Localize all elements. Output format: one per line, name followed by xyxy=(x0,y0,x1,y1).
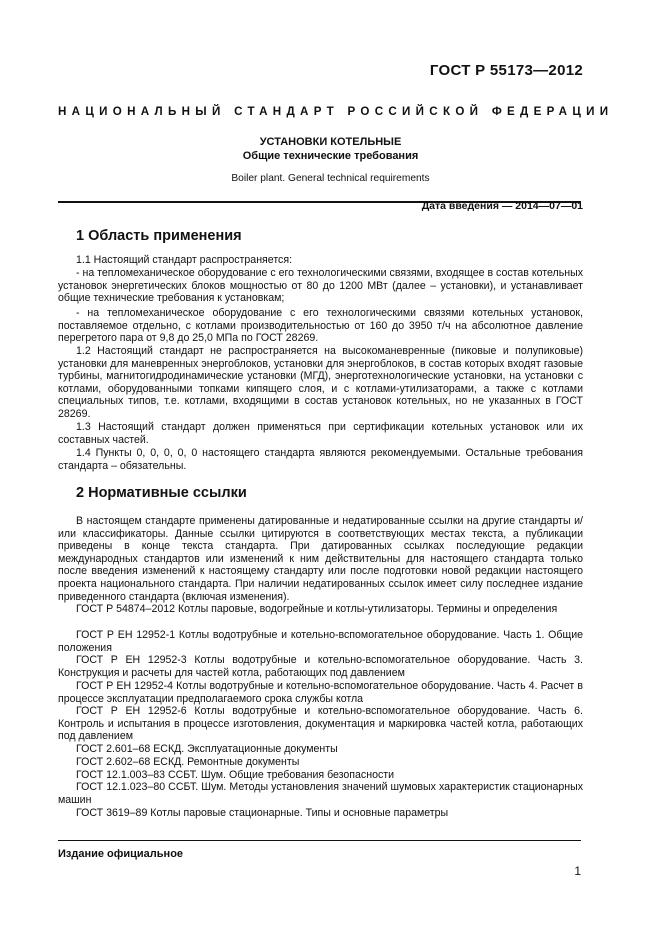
reference-item: ГОСТ 12.1.023–80 ССБТ. Шум. Методы установления значений шумовых характеристик стационарных машин xyxy=(58,781,583,806)
section-1-paragraph: - на тепломеханическое оборудование с его технологическими связями котельных установок, поставляемое отдельно, с котлами производительностью от 160 до 3950 т/ч на абсолютное давление перегретого пара от 9,8 до 25,0 МПа по ГОСТ 28269. xyxy=(58,307,583,345)
reference-item: ГОСТ 3619–89 Котлы паровые стационарные. Типы и основные параметры xyxy=(76,807,449,819)
reference-item: ГОСТ 2.602–68 ЕСКД. Ремонтные документы xyxy=(76,756,300,768)
reference-item: ГОСТ Р ЕН 12952-3 Котлы водотрубные и котельно-вспомогательное оборудование. Часть 3. Конструкция и расчеты для частей котла, работающих под давлением xyxy=(58,654,583,679)
reference-item: ГОСТ Р 54874–2012 Котлы паровые, водогрейные и котлы-утилизаторы. Термины и определения xyxy=(76,603,558,615)
section-2-paragraph: В настоящем стандарте применены датированные и недатированные ссылки на другие стандарты и/или классификаторы. Данные ссылки цитируются в соответствующих местах текста, а публикации приведены в конце текста стандарта. При датированных ссылках последующие редакции международных стандартов или изменений к ним действительны для настоящего стандарта только после введения изменений к настоящему стандарту или после подготовки новой редакции настоящего проекта национального стандарта. При наличии недатированных ссылок имеет силу последнее издание приведенного стандарта (включая изменения). xyxy=(58,515,583,603)
document-title: УСТАНОВКИ КОТЕЛЬНЫЕ xyxy=(259,136,402,148)
reference-item: ГОСТ Р ЕН 12952-4 Котлы водотрубные и котельно-вспомогательное оборудование. Часть 4. Расчет в процессе эксплуатации предполагаемого срока службы котла xyxy=(58,680,583,705)
introduction-date: Дата введения — 2014—07—01 xyxy=(421,200,583,212)
official-edition-label: Издание официальное xyxy=(58,848,184,860)
standard-id: ГОСТ Р 55173—2012 xyxy=(429,62,583,79)
reference-item: ГОСТ 12.1.003–83 ССБТ. Шум. Общие требования безопасности xyxy=(76,769,395,781)
section-1-paragraph: 1.2 Настоящий стандарт не распространяется на высокоманевренные (пиковые и полупиковые) установки для маневренных энергоблоков, установки для энергоблоков, в состав которых входят газовые турбины, магнитогидродинамические установки (МГД), энерготехнологические установки, на установки с котлами, оборудованными топками кипящего слоя, и с котлами-утилизаторами, а также с котлами специальных типов, т.е. котлами, входящими в состав установок котельных, но не указанных в ГОСТ 28269. xyxy=(58,345,583,420)
section-1-paragraph: 1.1 Настоящий стандарт распространяется: xyxy=(76,254,293,266)
reference-item: ГОСТ 2.601–68 ЕСКД. Эксплуатационные документы xyxy=(76,743,338,755)
footer-rule xyxy=(58,840,581,841)
section-1-paragraph: 1.4 Пункты 0, 0, 0, 0, 0 настоящего стандарта являются рекомендуемыми. Остальные требования стандарта – обязательны. xyxy=(58,447,583,472)
section-1-paragraph: - на тепломеханическое оборудование с его технологическими связями, входящее в состав котельных установок энергетических блоков мощностью от 80 до 1200 МВт (далее – установки), и устанавливает общие технические требования к установкам; xyxy=(58,267,583,305)
reference-item: ГОСТ Р ЕН 12952-1 Котлы водотрубные и котельно-вспомогательное оборудование. Часть 1. Общие положения xyxy=(58,629,583,654)
page-number: 1 xyxy=(574,864,581,878)
reference-item: ГОСТ Р ЕН 12952-6 Котлы водотрубные и котельно-вспомогательное оборудование. Часть 6. Контроль и испытания в процессе изготовления, документация и маркировка частей котла, работающих под давлением xyxy=(58,705,583,743)
document-subtitle: Общие технические требования xyxy=(242,150,419,162)
national-standard-title: НАЦИОНАЛЬНЫЙ СТАНДАРТ РОССИЙСКОЙ ФЕДЕРАЦИИ xyxy=(58,105,614,118)
section-1-heading: 1 Область применения xyxy=(76,228,242,244)
english-title: Boiler plant. General technical requirements xyxy=(231,173,430,184)
section-2-heading: 2 Нормативные ссылки xyxy=(76,485,247,501)
section-1-paragraph: 1.3 Настоящий стандарт должен применяться при сертификации котельных установок или их составных частей. xyxy=(58,421,583,446)
